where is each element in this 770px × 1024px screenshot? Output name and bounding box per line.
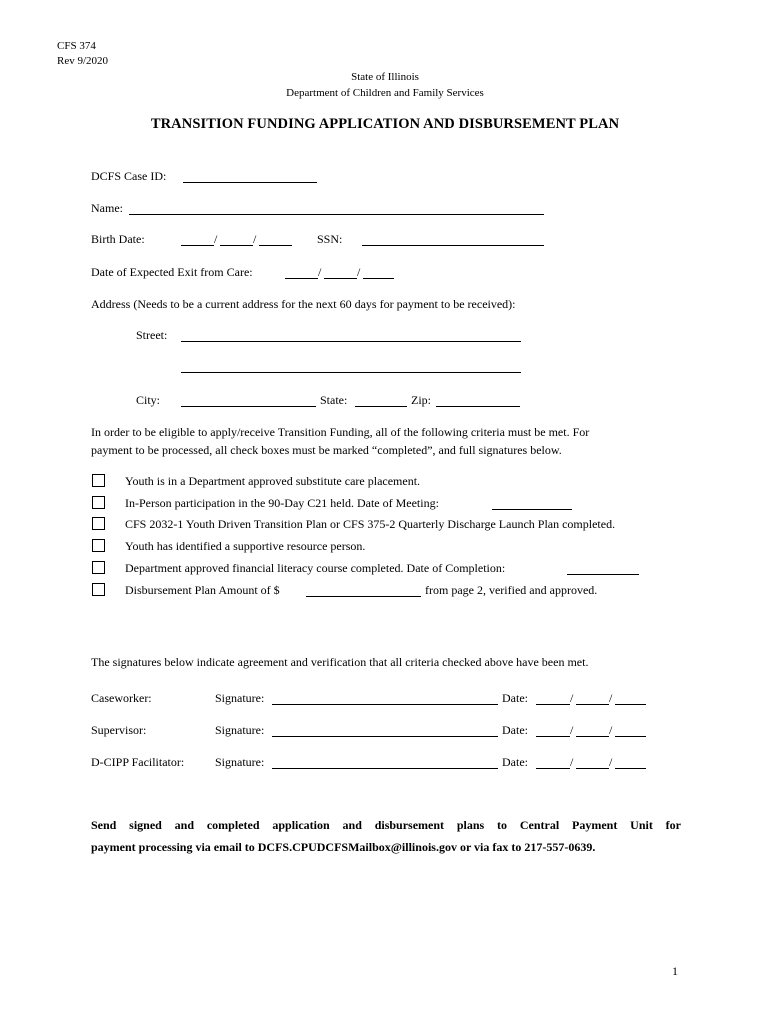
case-id-field[interactable] bbox=[183, 182, 317, 183]
role-caseworker: Caseworker: bbox=[91, 691, 152, 705]
criteria-checkbox-resource-person[interactable] bbox=[92, 539, 105, 552]
supervisor-signature-field[interactable] bbox=[272, 736, 498, 737]
supervisor-date-month-field[interactable] bbox=[536, 736, 570, 737]
criteria-checkbox-disbursement[interactable] bbox=[92, 583, 105, 596]
supervisor-date-sep-1: / bbox=[570, 723, 574, 737]
caseworker-date-label: Date: bbox=[502, 691, 528, 705]
state-label: State: bbox=[320, 393, 348, 407]
street-label: Street: bbox=[136, 328, 168, 342]
send-instructions-line-2: payment processing via email to DCFS.CPUDCFSMailbox@illinois.gov or via fax to 217-557-0639. bbox=[91, 840, 596, 854]
city-field[interactable] bbox=[181, 406, 316, 407]
page-number: 1 bbox=[672, 964, 678, 978]
caseworker-signature-label: Signature: bbox=[215, 691, 265, 705]
exit-date-month-field[interactable] bbox=[285, 278, 318, 279]
exit-date-label: Date of Expected Exit from Care: bbox=[91, 265, 253, 279]
form-title: TRANSITION FUNDING APPLICATION AND DISBURSEMENT PLAN bbox=[150, 116, 620, 132]
role-supervisor: Supervisor: bbox=[91, 723, 147, 737]
facilitator-date-sep-2: / bbox=[609, 755, 613, 769]
birth-date-day-field[interactable] bbox=[220, 245, 253, 246]
form-revision: Rev 9/2020 bbox=[57, 55, 109, 67]
facilitator-date-label: Date: bbox=[502, 755, 528, 769]
caseworker-date-sep-1: / bbox=[570, 691, 574, 705]
criteria-label-transition-plan: CFS 2032-1 Youth Driven Transition Plan or CFS 375-2 Quarterly Discharge Launch Plan completed. bbox=[125, 517, 616, 531]
criteria-label-financial-literacy: Department approved financial literacy course completed. Date of Completion: bbox=[125, 561, 506, 575]
state-field[interactable] bbox=[355, 406, 407, 407]
eligibility-intro-line-2: payment to be processed, all check boxes must be marked “completed”, and full signatures below. bbox=[91, 443, 562, 457]
birth-date-label: Birth Date: bbox=[91, 232, 145, 246]
criteria-label-c21-meeting: In-Person participation in the 90-Day C21 held. Date of Meeting: bbox=[125, 496, 439, 510]
exit-date-day-field[interactable] bbox=[324, 278, 357, 279]
birth-date-month-field[interactable] bbox=[181, 245, 214, 246]
facilitator-date-month-field[interactable] bbox=[536, 768, 570, 769]
send-instructions-line-1: Send signed and completed application and disbursement plans to Central Payment Unit for bbox=[91, 818, 681, 832]
birth-date-year-field[interactable] bbox=[259, 245, 292, 246]
facilitator-date-sep-1: / bbox=[570, 755, 574, 769]
facilitator-signature-label: Signature: bbox=[215, 755, 265, 769]
supervisor-date-year-field[interactable] bbox=[615, 736, 646, 737]
signatures-intro: The signatures below indicate agreement and verification that all criteria checked above have been met. bbox=[91, 655, 589, 669]
caseworker-date-day-field[interactable] bbox=[576, 704, 609, 705]
criteria-label-disbursement: Disbursement Plan Amount of $ bbox=[125, 583, 280, 597]
role-dcipp-facilitator: D-CIPP Facilitator: bbox=[91, 755, 185, 769]
criteria-label-placement: Youth is in a Department approved substitute care placement. bbox=[125, 474, 421, 488]
exit-date-sep-2: / bbox=[357, 265, 361, 279]
criteria-checkbox-placement[interactable] bbox=[92, 474, 105, 487]
supervisor-date-sep-2: / bbox=[609, 723, 613, 737]
criteria-label-disbursement-suffix: from page 2, verified and approved. bbox=[425, 583, 598, 597]
birth-date-sep-2: / bbox=[253, 232, 257, 246]
supervisor-date-day-field[interactable] bbox=[576, 736, 609, 737]
facilitator-date-day-field[interactable] bbox=[576, 768, 609, 769]
criteria-label-resource-person: Youth has identified a supportive resource person. bbox=[125, 539, 366, 553]
street-line-1-field[interactable] bbox=[181, 341, 521, 342]
state-name: State of Illinois bbox=[351, 71, 419, 83]
meeting-date-field[interactable] bbox=[492, 509, 572, 510]
caseworker-date-year-field[interactable] bbox=[615, 704, 646, 705]
caseworker-date-sep-2: / bbox=[609, 691, 613, 705]
form-code: CFS 374 bbox=[57, 40, 96, 52]
exit-date-sep-1: / bbox=[318, 265, 322, 279]
facilitator-date-year-field[interactable] bbox=[615, 768, 646, 769]
address-label: Address (Needs to be a current address for the next 60 days for payment to be received): bbox=[91, 297, 516, 311]
criteria-checkbox-transition-plan[interactable] bbox=[92, 517, 105, 530]
city-label: City: bbox=[136, 393, 161, 407]
ssn-label: SSN: bbox=[317, 232, 343, 246]
eligibility-intro-line-1: In order to be eligible to apply/receive Transition Funding, all of the following criteria must be met. For bbox=[91, 425, 590, 439]
facilitator-signature-field[interactable] bbox=[272, 768, 498, 769]
name-field[interactable] bbox=[129, 214, 544, 215]
exit-date-year-field[interactable] bbox=[363, 278, 394, 279]
zip-label: Zip: bbox=[411, 393, 431, 407]
caseworker-signature-field[interactable] bbox=[272, 704, 498, 705]
completion-date-field[interactable] bbox=[567, 574, 639, 575]
supervisor-date-label: Date: bbox=[502, 723, 528, 737]
ssn-field[interactable] bbox=[362, 245, 544, 246]
case-id-label: DCFS Case ID: bbox=[91, 169, 167, 183]
name-label: Name: bbox=[91, 201, 123, 215]
birth-date-sep-1: / bbox=[214, 232, 218, 246]
criteria-checkbox-financial-literacy[interactable] bbox=[92, 561, 105, 574]
street-line-2-field[interactable] bbox=[181, 372, 521, 373]
disbursement-amount-field[interactable] bbox=[306, 596, 421, 597]
department-name: Department of Children and Family Services bbox=[286, 87, 484, 99]
supervisor-signature-label: Signature: bbox=[215, 723, 265, 737]
zip-field[interactable] bbox=[436, 406, 520, 407]
caseworker-date-month-field[interactable] bbox=[536, 704, 570, 705]
criteria-checkbox-c21-meeting[interactable] bbox=[92, 496, 105, 509]
